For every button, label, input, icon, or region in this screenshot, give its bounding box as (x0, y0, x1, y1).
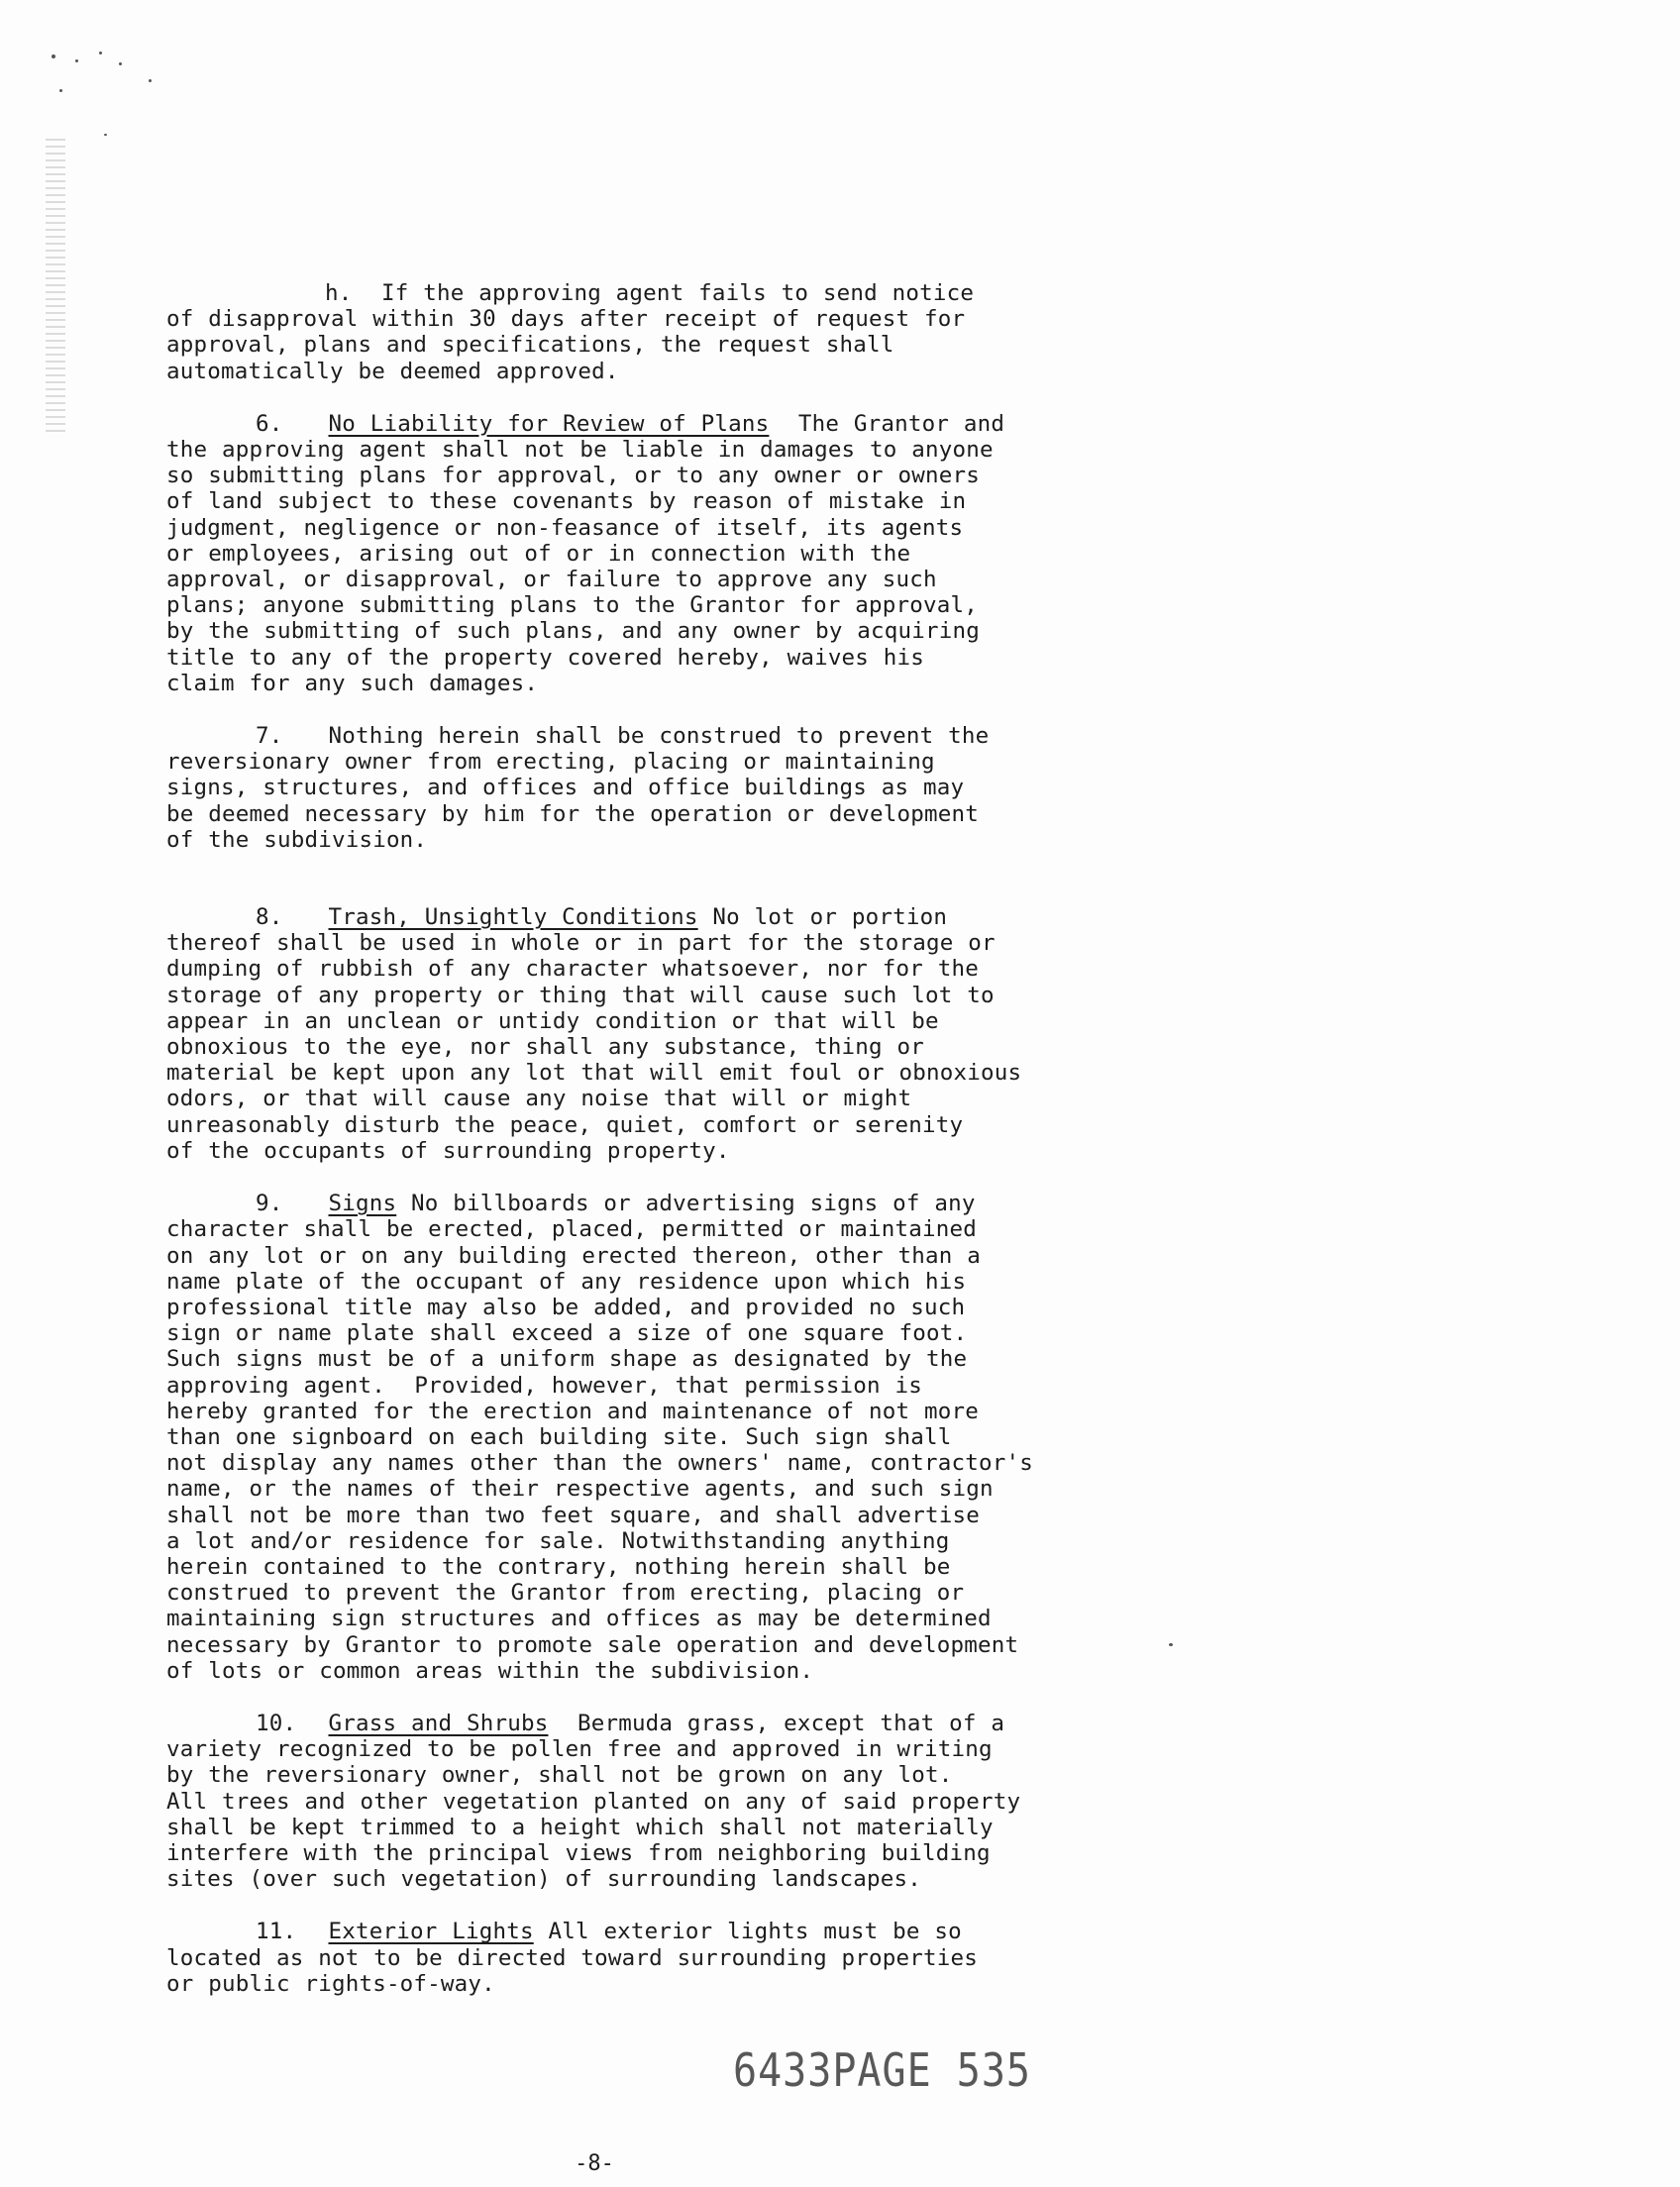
scan-edge-artifact (46, 139, 65, 436)
recording-stamp: 6433PAGE 535 (733, 2044, 1031, 2098)
section-heading: Signs (328, 1191, 397, 1217)
item-label-h: h. (325, 280, 353, 306)
section-text: Bermuda grass, except that of a variety recognized to be pollen free and approved in writing by the reversionary owner, shall not be grown on any lot. All trees and other vegetation planted on any of said property shall be kept trimmed to a height which shall not materially interfere with the principal views from neighboring building sites (over such vegetation) of surrounding landscapes. (166, 1710, 1021, 1893)
scan-speck (99, 52, 102, 54)
paragraph-h-text: If the approving agent fails to send notice of disapproval within 30 days after receipt of request for approval, plans and specifications, the request shall automatically be deemed approved. (166, 280, 975, 384)
section-text: Nothing herein shall be construed to prevent the reversionary owner from erecting, placing or maintaining signs, structures, and offices and office buildings as may be deemed necessary by him for the operation or development of the subdivision. (166, 723, 990, 853)
paragraph-h (166, 280, 1157, 384)
section-heading: No Liability for Review of Plans (328, 410, 770, 437)
section-text: The Grantor and the approving agent shall not be liable in damages to anyone so submitting plans for approval, or to any owner or owners of land subject to these covenants by reason of mistake in judgment, negligence or non-feasance of itself, its agents or employees, arising out of or in connection with the approval, or disapproval, or failure to approve any such plans; anyone submitting plans to the Grantor for approval, by the submitting of such plans, and any owner by acquiring title to any of the property covered hereby, waives his claim for any such damages. (166, 410, 1005, 696)
scan-speck (52, 54, 55, 58)
section-6 (166, 411, 1157, 696)
scan-speck (75, 59, 78, 62)
section-heading: Grass and Shrubs (328, 1710, 549, 1736)
section-number: 11. (256, 1919, 297, 1945)
scan-speck (59, 89, 62, 92)
section-9 (166, 1191, 1157, 1684)
section-11 (166, 1919, 1157, 1997)
section-8 (166, 904, 1157, 1164)
section-heading: Trash, Unsightly Conditions (328, 904, 698, 931)
scan-speck (104, 134, 107, 136)
scan-speck (1169, 1643, 1173, 1646)
section-7 (166, 723, 1157, 853)
section-number: 7. (256, 723, 283, 750)
section-text: No billboards or advertising signs of any character shall be erected, placed, permitted or maintained on any lot or on any building erected thereon, other than a name plate of the occupant of any residence upon which his professional title may also be added, and provided no such sign or name plate shall exceed a size of one square foot. Such signs must be of a uniform shape as designated by the approving agent. Provided, however, that permission is hereby granted for the erection and maintenance of not more than one signboard on each building site. Such sign shall not display any names other than the owners' name, contractor's name, or the names of their respective agents, and such sign shall not be more than two feet square, and shall advertise a lot and/or residence for sale. Notwithstanding anything herein contained to the contrary, nothing herein shall be construed to prevent the Grantor from erecting, placing or maintaining sign structures and offices as may be determined necessary by Grantor to promote sale operation and development of lots or common areas within the subdivision. (166, 1191, 1034, 1684)
section-number: 8. (256, 904, 283, 931)
document-body (166, 280, 1157, 1997)
section-number: 10. (256, 1710, 297, 1736)
section-number: 9. (256, 1191, 283, 1217)
page-number: -8- (575, 2151, 614, 2176)
section-10 (166, 1711, 1157, 1892)
section-number: 6. (256, 410, 283, 437)
scan-speck (149, 79, 152, 82)
section-text: No lot or portion thereof shall be used in whole or in part for the storage or dumping of rubbish of any character whatsoever, nor for the storage of any property or thing that will cause such lot to appear in an unclean or untidy condition or that will be obnoxious to the eye, nor shall any substance, thing or material be kept upon any lot that will emit foul or obnoxious odors, or that will cause any noise that will or might unreasonably disturb the peace, quiet, comfort or serenity of the occupants of surrounding property. (166, 904, 1022, 1164)
section-heading: Exterior Lights (328, 1919, 534, 1945)
scan-speck (119, 62, 122, 65)
section-text: All exterior lights must be so located as not to be directed toward surrounding properties or public rights-of-way. (166, 1919, 979, 1997)
